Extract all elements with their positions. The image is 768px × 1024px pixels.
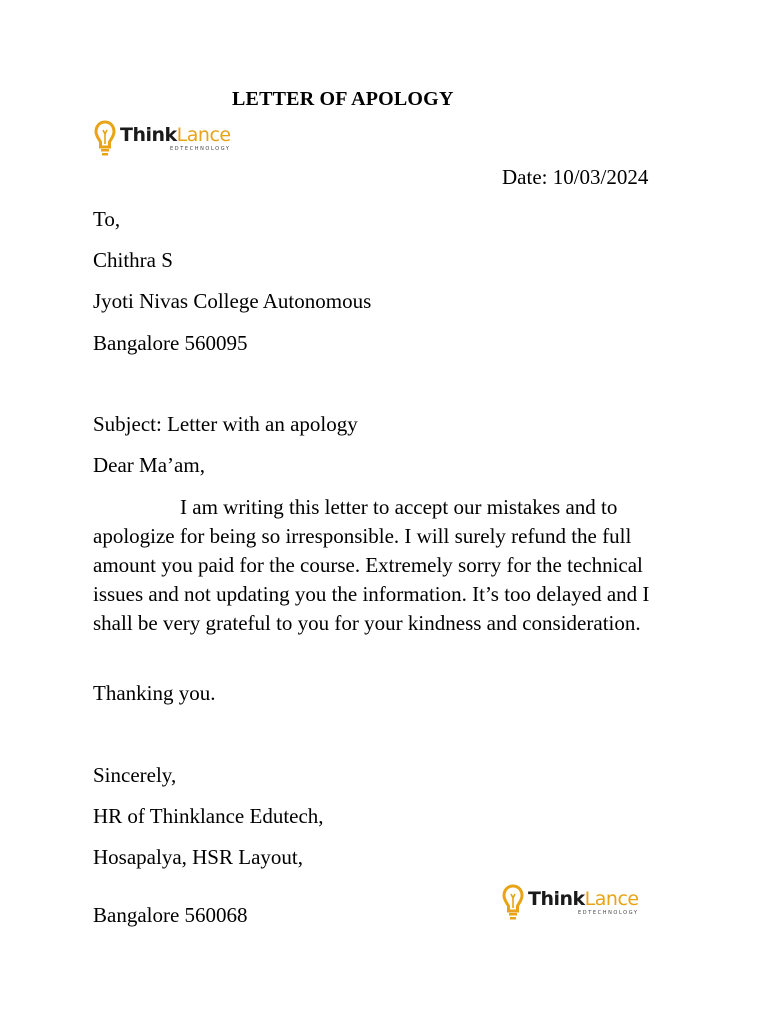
recipient-institution: Jyoti Nivas College Autonomous xyxy=(93,289,372,313)
sender-address: Hosapalya, HSR Layout, xyxy=(93,845,303,869)
letter-title: LETTER OF APOLOGY xyxy=(232,88,454,110)
sender-title: HR of Thinklance Edutech, xyxy=(93,804,324,828)
bulb-icon xyxy=(502,884,524,922)
bulb-icon xyxy=(94,120,116,158)
sender-city: Bangalore 560068 xyxy=(93,903,248,927)
recipient-to: To, xyxy=(93,207,121,231)
logo-wordmark: ThinkLance xyxy=(528,888,639,910)
logo-wordmark: ThinkLance xyxy=(120,124,231,146)
letter-date: Date: 10/03/2024 xyxy=(502,165,649,189)
company-logo xyxy=(94,120,231,158)
company-logo-signature xyxy=(502,884,639,922)
letter-salutation: Dear Ma’am, xyxy=(93,453,205,477)
logo-tagline: EDTECHNOLOGY xyxy=(170,146,231,152)
letter-closing: Sincerely, xyxy=(93,763,177,787)
letter-subject: Subject: Letter with an apology xyxy=(93,412,358,436)
letter-body: I am writing this letter to accept our mistakes and to apologize for being so irresponsible. I will surely refund the full amount you paid for the course. Extremely sorry for the technical issues and not updating you the information. It’s too delayed and I shall be very grateful to you for your kindness and consideration. xyxy=(93,495,650,635)
recipient-name: Chithra S xyxy=(93,248,173,272)
recipient-city: Bangalore 560095 xyxy=(93,331,248,355)
letter-thanks: Thanking you. xyxy=(93,681,216,705)
logo-tagline: EDTECHNOLOGY xyxy=(578,910,639,916)
